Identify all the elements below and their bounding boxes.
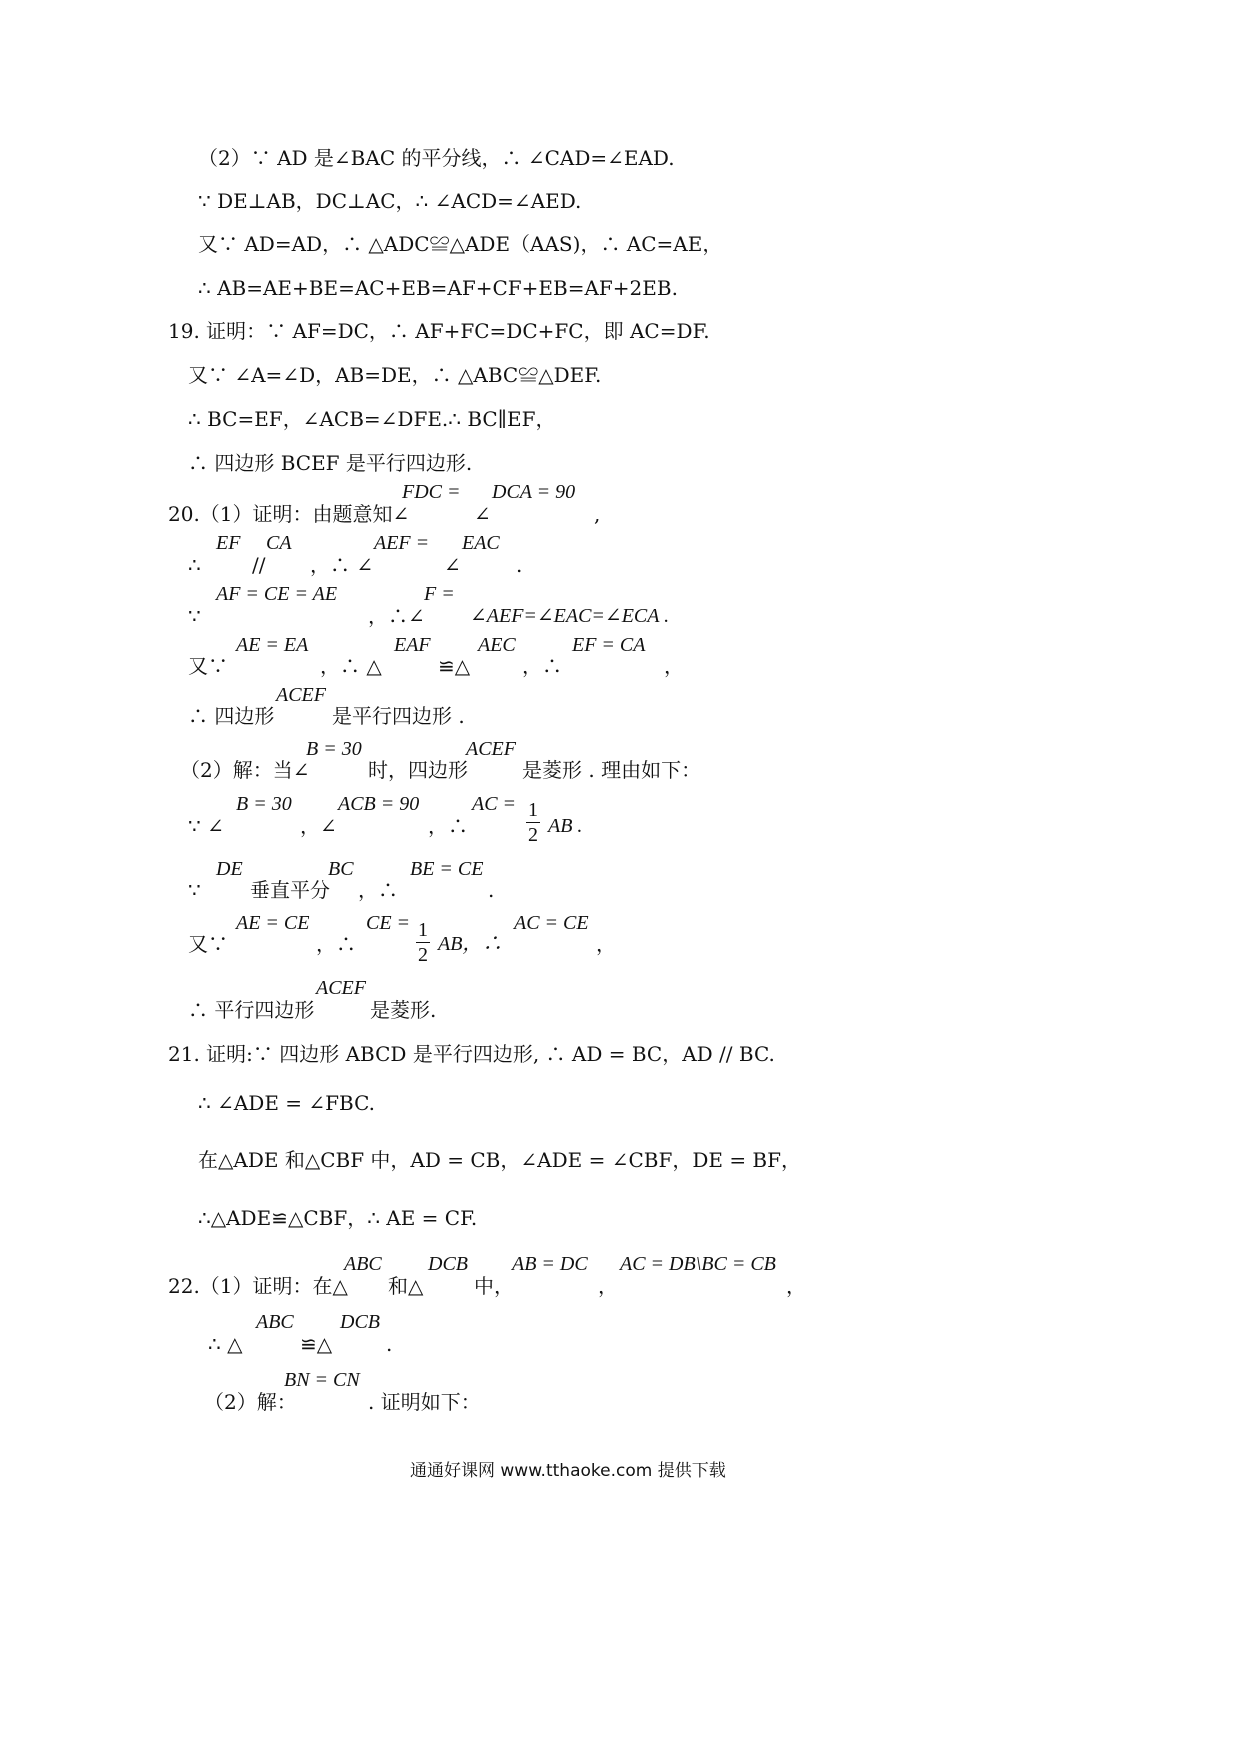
math-expr: FDC = (402, 481, 461, 503)
math-symbol: ≌△ (300, 1332, 333, 1356)
math-expr: DCA = 90 (492, 481, 576, 503)
math-expr: ACEF (466, 738, 516, 760)
proof-line: 又∵ AD=AD，∴ △ADC≌△ADE（AAS)，∴ AC=AE， (198, 232, 723, 256)
math-expr: CE = (366, 912, 411, 934)
proof-line: （2）∵ AD 是∠BAC 的平分线，∴ ∠CAD=∠EAD. (198, 146, 675, 170)
fraction (416, 918, 430, 967)
math-symbol: . (488, 878, 495, 902)
math-expr: BC (328, 858, 354, 880)
math-symbol: ≌△ (438, 654, 471, 678)
fraction (526, 798, 540, 847)
math-expr: AC = (472, 793, 517, 815)
math-expr: AC = CE (514, 912, 589, 934)
math-symbol: // (252, 553, 266, 577)
fraction-numerator: 1 (528, 799, 538, 821)
math-expr: AF = CE = AE (216, 583, 338, 605)
math-symbol: ∠ (474, 502, 491, 526)
math-symbol: ， (664, 654, 684, 678)
math-symbol: 时，四边形 (368, 758, 468, 782)
problem-19-line: 19. 证明：∵ AF=DC，∴ AF+FC=DC+FC，即 AC=DF. (168, 319, 710, 343)
math-expr: BE = CE (410, 858, 484, 880)
math-symbol: ∵ ∠ (188, 814, 224, 838)
math-expr: DE (216, 858, 243, 880)
math-expr: EF (216, 532, 241, 554)
math-symbol: ，∴ ∠ (310, 553, 374, 577)
math-symbol: 是菱形. (370, 998, 437, 1022)
math-expr: ACEF (316, 977, 366, 999)
math-symbol: ∴ 平行四边形 (188, 998, 315, 1022)
math-symbol: , (594, 502, 601, 526)
proof-line: ∴ AB=AE+BE=AC+EB=AF+CF+EB=AF+2EB. (198, 276, 678, 300)
fraction-denominator: 2 (418, 944, 428, 966)
math-expr: CA (266, 532, 292, 554)
math-expr: F = (424, 583, 455, 605)
math-symbol: 中， (474, 1274, 514, 1298)
math-expr: BN = CN (284, 1369, 360, 1391)
fraction-bar (526, 822, 540, 823)
math-expr: DCB (428, 1253, 468, 1275)
page-footer: 通通好课网 www.tthaoke.com 提供下载 (410, 1461, 726, 1481)
math-symbol: . (386, 1332, 393, 1356)
math-symbol: ∴ (188, 553, 201, 577)
fraction-numerator: 1 (418, 919, 428, 941)
math-expr: AB，∴ (438, 933, 503, 955)
problem-19-line: 又∵ ∠A=∠D，AB=DE，∴ △ABC≌△DEF. (188, 363, 602, 387)
math-expr: B = 30 (306, 738, 362, 760)
proof-line: ∵ DE⊥AB，DC⊥AC，∴ ∠ACD=∠AED. (198, 189, 582, 213)
math-symbol: ， (598, 1274, 618, 1298)
math-symbol: 垂直平分 (250, 878, 330, 902)
math-symbol: ， (786, 1274, 806, 1298)
math-expr: ACB = 90 (338, 793, 420, 815)
math-expr: AE = EA (236, 634, 309, 656)
math-symbol: ，∴ (428, 814, 468, 838)
problem-21-line: 在△ADE 和△CBF 中，AD = CB，∠ADE = ∠CBF，DE = BF， (198, 1148, 802, 1172)
math-symbol: ，∴ (358, 878, 398, 902)
math-expr: ABC (256, 1311, 294, 1333)
problem-20-line: 20.（1）证明：由题意知∠ (168, 502, 410, 526)
math-expr: AB . (548, 815, 583, 837)
math-expr: AC = DB\BC = CB (620, 1253, 776, 1275)
math-symbol: . 证明如下： (368, 1390, 481, 1414)
math-expr: AE = CE (236, 912, 310, 934)
math-expr: DCB (340, 1311, 380, 1333)
problem-21-line: 21. 证明:∵ 四边形 ABCD 是平行四边形, ∴ AD = BC，AD // BC. (168, 1042, 775, 1066)
math-expr: ∠AEF=∠EAC=∠ECA . (470, 605, 670, 627)
math-symbol: ∴ △ (208, 1332, 243, 1356)
math-symbol: ， (596, 932, 616, 956)
math-symbol: ∵ (188, 604, 201, 628)
math-symbol: ，∴ △ (320, 654, 382, 678)
math-expr: EAC (462, 532, 500, 554)
math-symbol: 又∵ (188, 932, 228, 956)
math-symbol: 又∵ (188, 654, 228, 678)
math-symbol: ，∠ (300, 814, 337, 838)
problem-22-line: 22.（1）证明：在△ (168, 1274, 348, 1298)
math-symbol: ，∴ (316, 932, 356, 956)
math-expr: AB = DC (512, 1253, 588, 1275)
problem-19-line: ∴ BC=EF，∠ACB=∠DFE.∴ BC∥EF， (188, 407, 556, 431)
math-symbol: （2）解： (204, 1390, 297, 1414)
math-symbol: 和△ (388, 1274, 424, 1298)
problem-21-line: ∴△ADE≌△CBF，∴ AE = CF. (198, 1206, 478, 1230)
math-symbol: 是平行四边形 . (332, 704, 465, 728)
math-expr: B = 30 (236, 793, 292, 815)
math-expr: EAF (394, 634, 431, 656)
math-expr: ABC (344, 1253, 382, 1275)
math-symbol: ，∴∠ (368, 604, 425, 628)
math-symbol: ∴ 四边形 (188, 704, 275, 728)
math-expr: EF = CA (572, 634, 646, 656)
problem-21-line: ∴ ∠ADE = ∠FBC. (198, 1091, 376, 1115)
math-expr: AEC (478, 634, 516, 656)
problem-19-line: ∴ 四边形 BCEF 是平行四边形. (188, 451, 473, 475)
math-expr: ACEF (276, 684, 326, 706)
math-symbol: ∵ (188, 878, 201, 902)
math-expr: AEF = (374, 532, 430, 554)
fraction-denominator: 2 (528, 824, 538, 846)
math-symbol: . (516, 553, 523, 577)
math-symbol: 是菱形 . 理由如下： (522, 758, 702, 782)
math-symbol: ∠ (444, 553, 461, 577)
fraction-bar (416, 942, 430, 943)
math-symbol: ，∴ (522, 654, 562, 678)
math-symbol: （2）解：当∠ (180, 758, 310, 782)
